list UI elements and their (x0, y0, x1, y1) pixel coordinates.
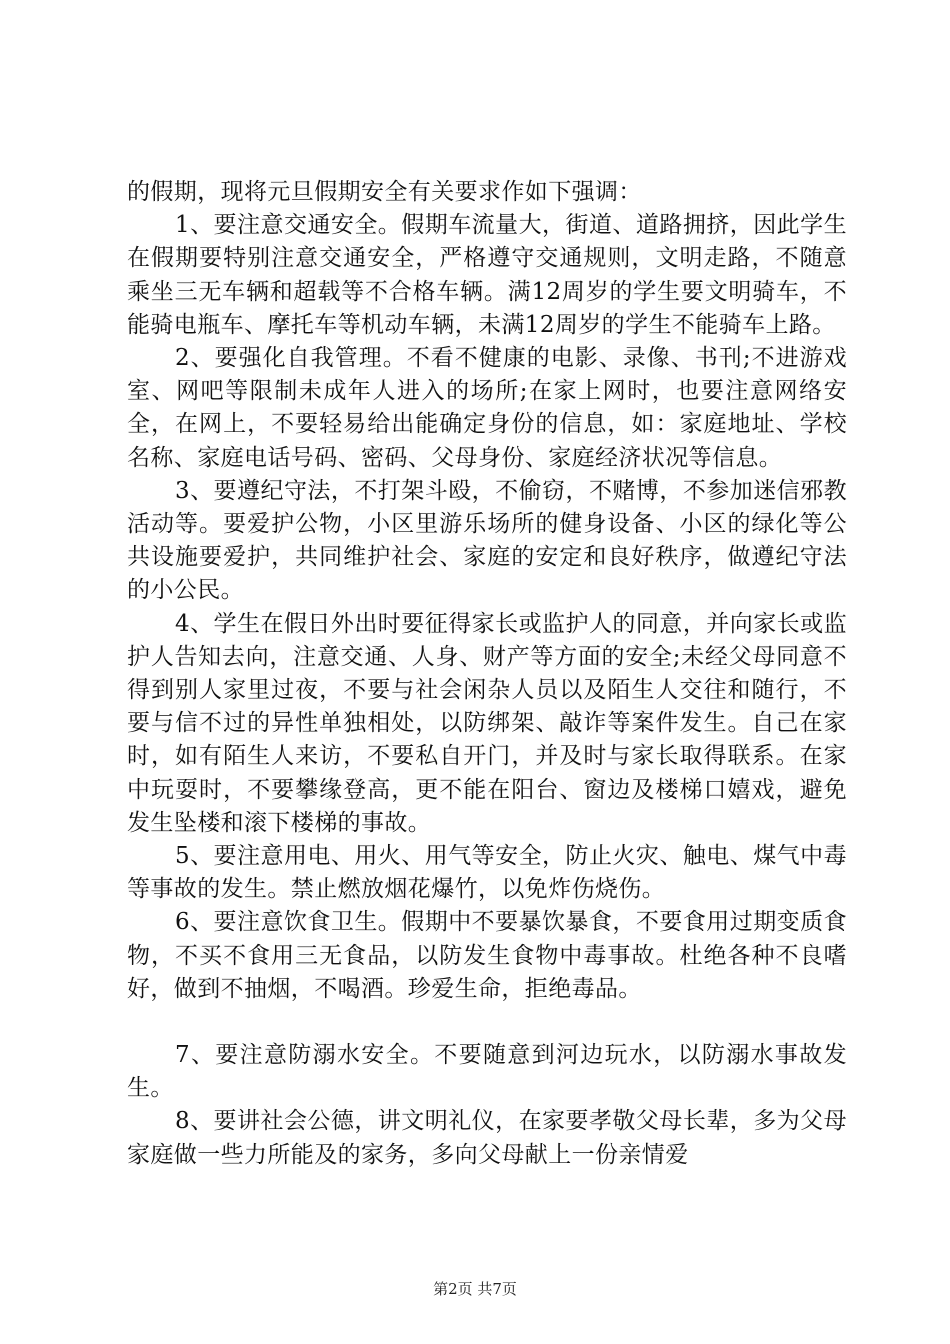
paragraph-item-5: 5、要注意用电、用火、用气等安全，防止火灾、触电、煤气中毒等事故的发生。禁止燃放烟花爆竹，以免炸伤烧伤。 (127, 843, 847, 903)
paragraph-item-3: 3、要遵纪守法，不打架斗殴，不偷窃，不赌博，不参加迷信邪教活动等。要爱护公物，小区里游乐场所的健身设备、小区的绿化等公共设施要爱护，共同维护社会、家庭的安定和良好秩序，做遵纪守法的小公民。 (127, 477, 847, 604)
paragraph-item-4: 4、学生在假日外出时要征得家长或监护人的同意，并向家长或监护人告知去向，注意交通、人身、财产等方面的安全;未经父母同意不得到别人家里过夜，不要与社会闲杂人员以及陌生人交往和随行，不要与信不过的异性单独相处，以防绑架、敲诈等案件发生。自己在家时，如有陌生人来访，不要私自开门，并及时与家长取得联系。在家中玩耍时，不要攀缘登高，更不能在阳台、窗边及楼梯口嬉戏，避免发生坠楼和滚下楼梯的事故。 (127, 610, 847, 836)
blank-line (127, 1006, 847, 1039)
paragraph-intro: 的假期，现将元旦假期安全有关要求作如下强调： (127, 179, 642, 205)
paragraph-item-1: 1、要注意交通安全。假期车流量大，街道、道路拥挤，因此学生在假期要特别注意交通安全，严格遵守交通规则，文明走路，不随意乘坐三无车辆和超载等不合格车辆。满12周岁的学生要文明骑车，不能骑电瓶车、摩托车等机动车辆，未满12周岁的学生不能骑车上路。 (127, 212, 847, 338)
document-body (127, 176, 847, 1172)
paragraph-item-2: 2、要强化自我管理。不看不健康的电影、录像、书刊;不进游戏室、网吧等限制未成年人进入的场所;在家上网时，也要注意网络安全，在网上，不要轻易给出能确定身份的信息，如：家庭地址、学校名称、家庭电话号码、密码、父母身份、家庭经济状况等信息。 (127, 345, 847, 471)
paragraph-item-8: 8、要讲社会公德，讲文明礼仪，在家要孝敬父母长辈，多为父母家庭做一些力所能及的家务，多向父母献上一份亲情爱 (127, 1108, 847, 1168)
page-number-footer: 第2页 共7页 (433, 1280, 517, 1298)
paragraph-item-6: 6、要注意饮食卫生。假期中不要暴饮暴食，不要食用过期变质食物，不买不食用三无食品，以防发生食物中毒事故。杜绝各种不良嗜好，做到不抽烟，不喝酒。珍爱生命，拒绝毒品。 (127, 909, 847, 1002)
paragraph-item-7: 7、要注意防溺水安全。不要随意到河边玩水，以防溺水事故发生。 (127, 1042, 847, 1102)
